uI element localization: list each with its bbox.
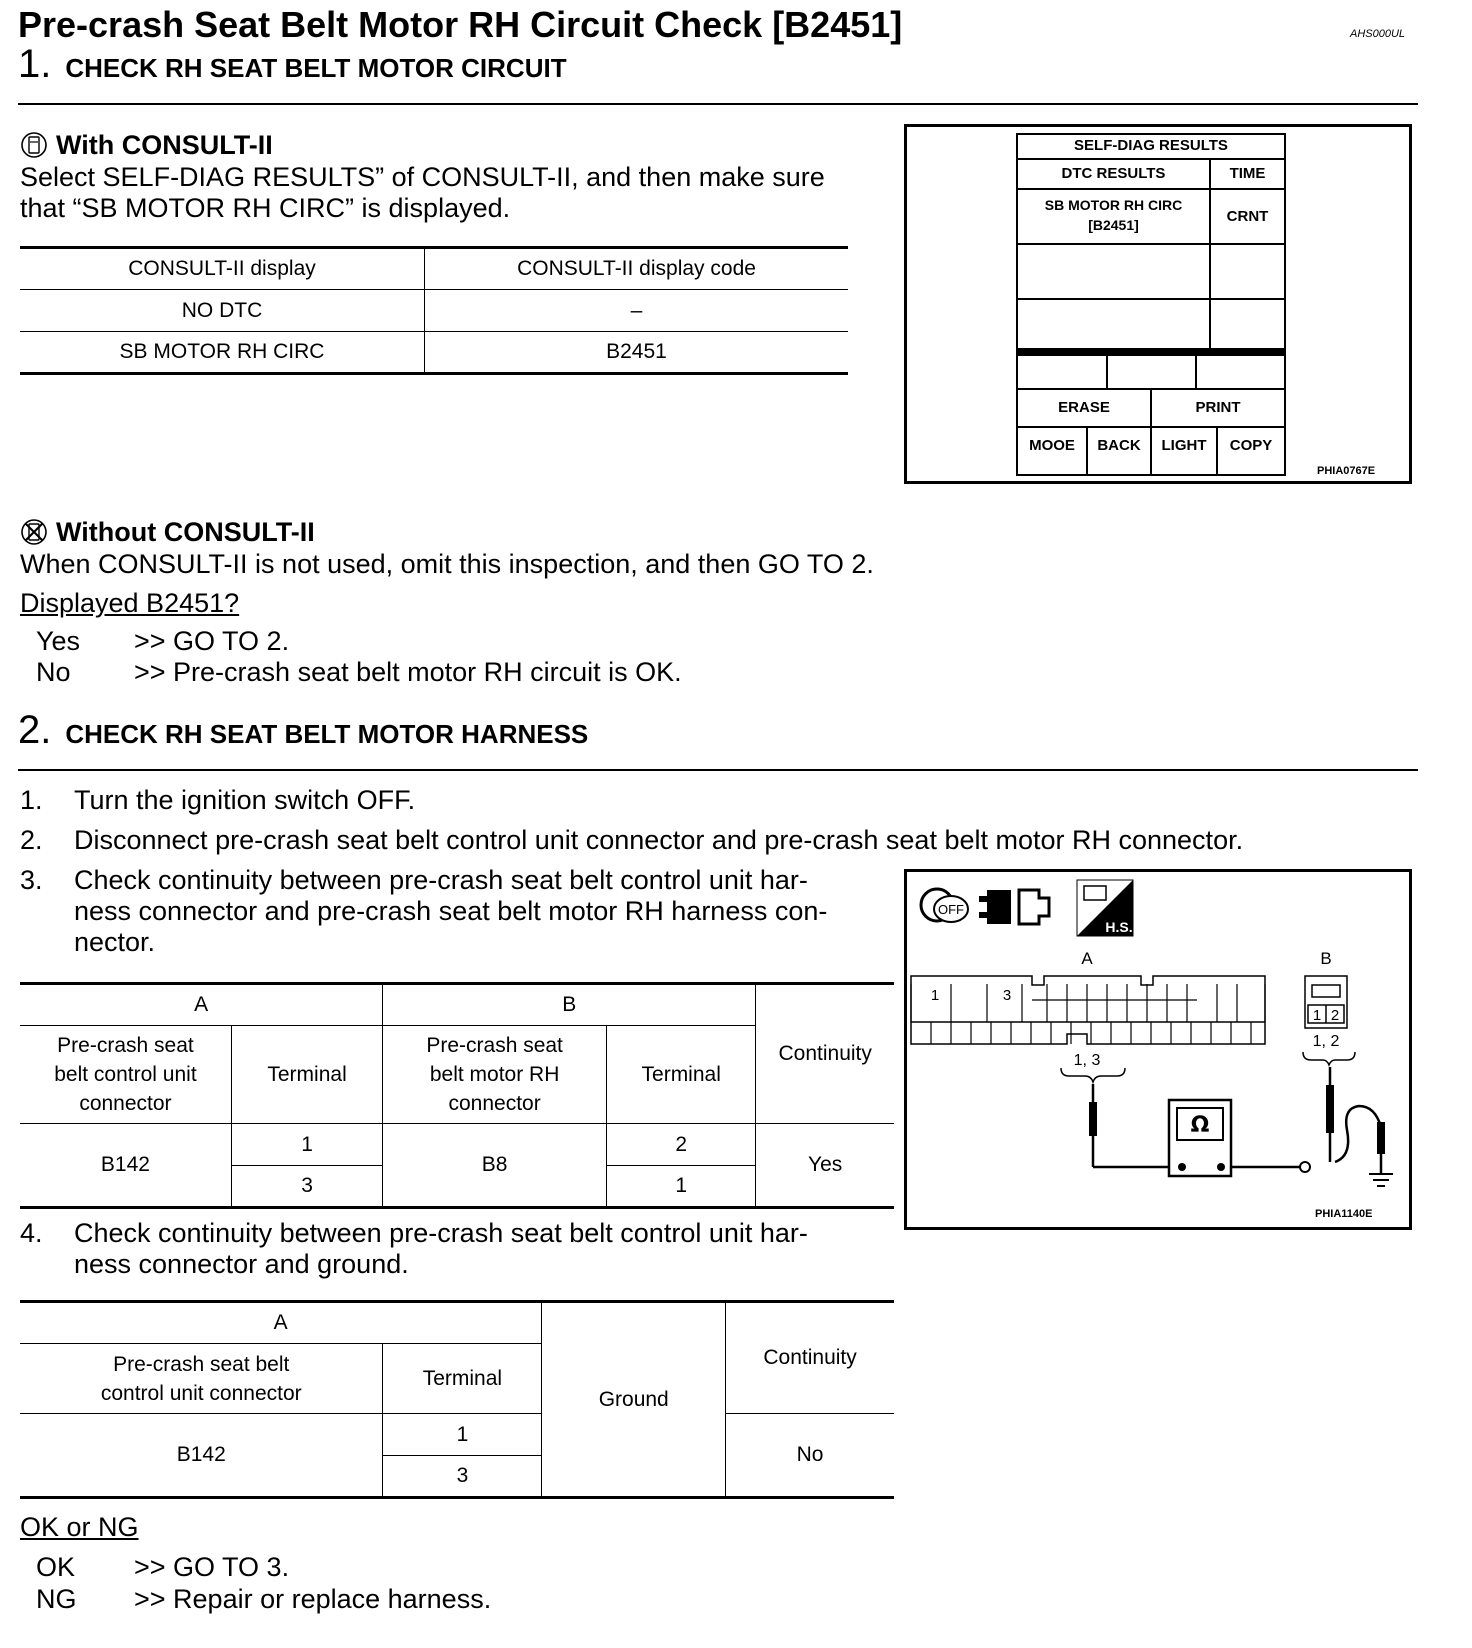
table-cell: 3 (383, 1456, 542, 1498)
step-heading: CHECK RH SEAT BELT MOTOR HARNESS (65, 719, 589, 749)
table-cell: 1 (231, 1124, 382, 1166)
svg-text:1, 3: 1, 3 (1073, 1052, 1101, 1069)
screen-dtc-line2: [B2451] (1088, 217, 1139, 233)
no-consult-icon (20, 518, 48, 546)
without-consult-heading: Without CONSULT-II (20, 517, 315, 548)
answer-yes (36, 626, 289, 657)
answer-ng (36, 1584, 491, 1615)
document-id: AHS000UL (1350, 28, 1406, 40)
table-header: Pre-crash seat belt control unit connector (20, 1026, 231, 1124)
divider (18, 103, 1418, 105)
screen-time-value: CRNT (1226, 208, 1269, 225)
step-number: 1. (18, 42, 52, 86)
ignition-off-icon (921, 889, 968, 922)
connector-b (1305, 976, 1347, 1028)
svg-text:OFF: OFF (938, 902, 964, 917)
answer-action: >> GO TO 3. (134, 1552, 290, 1582)
table-cell: B8 (383, 1124, 607, 1208)
svg-text:A: A (1081, 949, 1093, 968)
question: OK or NG (20, 1512, 139, 1542)
step-1-header (18, 42, 567, 87)
step-number: 2. (18, 708, 52, 752)
instruction-4: 4. Check continuity between pre-crash seat belt control unit har- ness connector and ground. (20, 1218, 808, 1279)
continuity-table-a-b (20, 982, 894, 1209)
svg-text:2: 2 (1330, 1007, 1340, 1024)
answer-key: No (36, 657, 71, 687)
table-header: Continuity (726, 1302, 894, 1414)
light-button: LIGHT (1161, 437, 1207, 454)
with-consult-text-2: that “SB MOTOR RH CIRC” is displayed. (20, 193, 511, 223)
harness-side-icon (1077, 880, 1133, 936)
svg-text:3: 3 (1002, 987, 1012, 1004)
erase-button: ERASE (1058, 399, 1110, 416)
ground-probe (1377, 1122, 1385, 1154)
answer-key: Yes (36, 626, 81, 656)
answer-action: >> Pre-crash seat belt motor RH circuit is OK. (134, 657, 682, 687)
answer-no (36, 657, 682, 688)
consult-display-table (20, 246, 848, 375)
table-header: Terminal (383, 1344, 542, 1414)
table-header: Pre-crash seat belt control unit connector (20, 1344, 383, 1414)
probe-b (1326, 1085, 1334, 1133)
with-consult-heading: With CONSULT-II (20, 130, 273, 161)
svg-text:1, 2: 1, 2 (1312, 1033, 1340, 1050)
table-header: Pre-crash seat belt motor RH connector (383, 1026, 607, 1124)
screen-dtc-line1: SB MOTOR RH CIRC (1044, 197, 1183, 213)
print-button: PRINT (1195, 399, 1241, 416)
table-cell: B142 (20, 1414, 383, 1498)
table-cell: B142 (20, 1124, 231, 1208)
svg-text:1: 1 (930, 987, 940, 1004)
probe-a (1089, 1102, 1097, 1136)
table-cell: No (796, 1443, 824, 1466)
ground-symbol (1369, 1174, 1393, 1186)
answer-key: OK (36, 1552, 76, 1582)
table-header: A (20, 1302, 542, 1344)
table-header: CONSULT-II display code (425, 248, 849, 290)
page-title: Pre-crash Seat Belt Motor RH Circuit Check [B2451] (18, 4, 903, 45)
svg-text:H.S.: H.S. (1105, 919, 1133, 935)
svg-text:B: B (1320, 949, 1332, 968)
table-cell: SB MOTOR RH CIRC (20, 332, 425, 374)
screen-col-dtc: DTC RESULTS (1061, 165, 1166, 182)
answer-ok (36, 1552, 289, 1583)
table-cell: 2 (607, 1124, 756, 1166)
copy-button: COPY (1229, 437, 1273, 454)
back-button: BACK (1097, 437, 1141, 454)
step-heading: CHECK RH SEAT BELT MOTOR CIRCUIT (65, 53, 567, 83)
table-cell: 1 (383, 1414, 542, 1456)
probe-brace-b (1303, 1052, 1355, 1065)
table-header: A (20, 984, 383, 1026)
table-cell: NO DTC (20, 290, 425, 332)
step-2-header (18, 708, 588, 753)
test-leads (1093, 1067, 1381, 1174)
mode-button: MOOE (1029, 437, 1075, 454)
screen-col-time: TIME (1229, 165, 1266, 182)
figure-id: PHIA1140E (1315, 1208, 1373, 1220)
svg-text:1: 1 (1312, 1007, 1322, 1024)
table-cell: Yes (808, 1153, 843, 1176)
harness-diagram (907, 872, 1409, 1227)
table-header: Ground (542, 1302, 726, 1498)
screen-title: SELF-DIAG RESULTS (1074, 137, 1228, 154)
table-cell: 3 (231, 1166, 382, 1208)
connector-disconnect-icon (979, 890, 1049, 924)
continuity-check-figure (904, 869, 1412, 1230)
continuity-table-ground (20, 1300, 894, 1499)
table-header: Terminal (607, 1026, 756, 1124)
table-cell: – (425, 290, 849, 332)
answer-action: >> GO TO 2. (134, 626, 290, 656)
table-header: Continuity (756, 984, 894, 1124)
consult-tool-icon (20, 131, 48, 159)
table-cell: 1 (607, 1166, 756, 1208)
with-consult-text-1: Select SELF-DIAG RESULTS” of CONSULT-II, and then make sure (20, 162, 825, 192)
answer-action: >> Repair or replace harness. (134, 1584, 492, 1614)
consult-screen-figure (904, 124, 1412, 484)
divider (18, 769, 1418, 771)
table-header: B (383, 984, 756, 1026)
figure-id: PHIA0767E (1317, 465, 1376, 477)
table-header: CONSULT-II display (20, 248, 425, 290)
probe-brace-a (1061, 1068, 1125, 1082)
instruction-3: 3. Check continuity between pre-crash seat belt control unit har- ness connector and pre-crash seat belt motor RH harness con- nector. (20, 865, 828, 957)
answer-key: NG (36, 1584, 77, 1614)
connector-a (911, 976, 1265, 1044)
table-cell: B2451 (606, 340, 667, 363)
instruction-1: 1. Turn the ignition switch OFF. (20, 785, 416, 815)
svg-text:Ω: Ω (1190, 1113, 1210, 1138)
ohmmeter (1169, 1100, 1231, 1176)
instruction-2: 2. Disconnect pre-crash seat belt control unit connector and pre-crash seat belt motor RH connector. (20, 825, 1244, 855)
without-consult-text: When CONSULT-II is not used, omit this inspection, and then GO TO 2. (20, 549, 874, 579)
table-header: Terminal (231, 1026, 382, 1124)
question: Displayed B2451? (20, 588, 240, 618)
